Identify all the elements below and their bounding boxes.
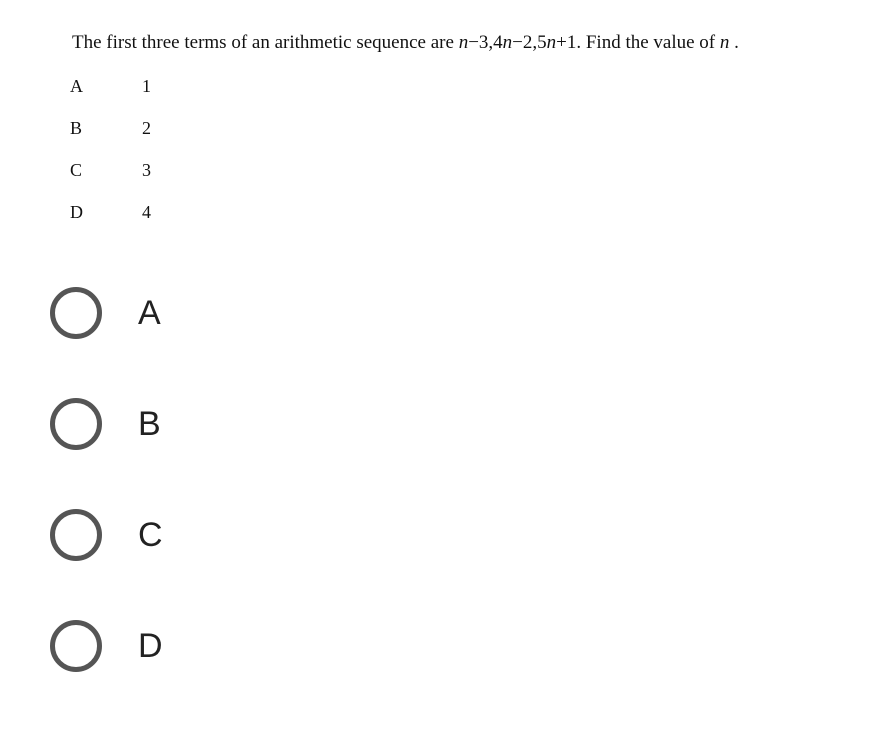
answer-options-table bbox=[70, 76, 190, 244]
term3-rest: +1 bbox=[556, 32, 577, 53]
option-letter: B bbox=[70, 118, 83, 138]
term2-coef: 4 bbox=[493, 32, 503, 53]
choice-label-c: C bbox=[138, 516, 163, 554]
question-prefix: The first three terms of an arithmetic sequence are bbox=[72, 32, 459, 53]
choice-label-d: D bbox=[138, 627, 163, 665]
var-n: n bbox=[502, 32, 513, 53]
option-value: 4 bbox=[142, 202, 151, 222]
term2-rest: −2, bbox=[512, 32, 538, 53]
choice-c[interactable] bbox=[50, 509, 350, 620]
choice-b[interactable] bbox=[50, 398, 350, 509]
option-row-a bbox=[70, 76, 190, 118]
var-n: n bbox=[458, 32, 469, 53]
question-suffix: . bbox=[729, 32, 739, 53]
option-value: 1 bbox=[142, 76, 151, 96]
option-row-c bbox=[70, 160, 190, 202]
var-n: n bbox=[546, 32, 557, 53]
option-letter: D bbox=[70, 202, 83, 222]
radio-button-b[interactable] bbox=[50, 398, 102, 450]
option-row-b bbox=[70, 118, 190, 160]
option-letter: A bbox=[70, 76, 83, 96]
radio-button-d[interactable] bbox=[50, 620, 102, 672]
option-letter: C bbox=[70, 160, 83, 180]
term1-rest: −3, bbox=[468, 32, 494, 53]
option-value: 3 bbox=[142, 160, 151, 180]
question-text bbox=[72, 30, 739, 56]
final-var-n: n bbox=[719, 32, 730, 53]
choice-d[interactable] bbox=[50, 620, 350, 731]
option-value: 2 bbox=[142, 118, 151, 138]
sequence-expression bbox=[459, 32, 577, 53]
radio-button-a[interactable] bbox=[50, 287, 102, 339]
term3-coef: 5 bbox=[537, 32, 547, 53]
choice-label-a: A bbox=[138, 294, 161, 332]
choice-label-b: B bbox=[138, 405, 161, 443]
question-middle: . Find the value of bbox=[576, 32, 720, 53]
option-row-d bbox=[70, 202, 190, 244]
choice-a[interactable] bbox=[50, 287, 350, 398]
radio-choice-group bbox=[50, 287, 350, 731]
radio-button-c[interactable] bbox=[50, 509, 102, 561]
